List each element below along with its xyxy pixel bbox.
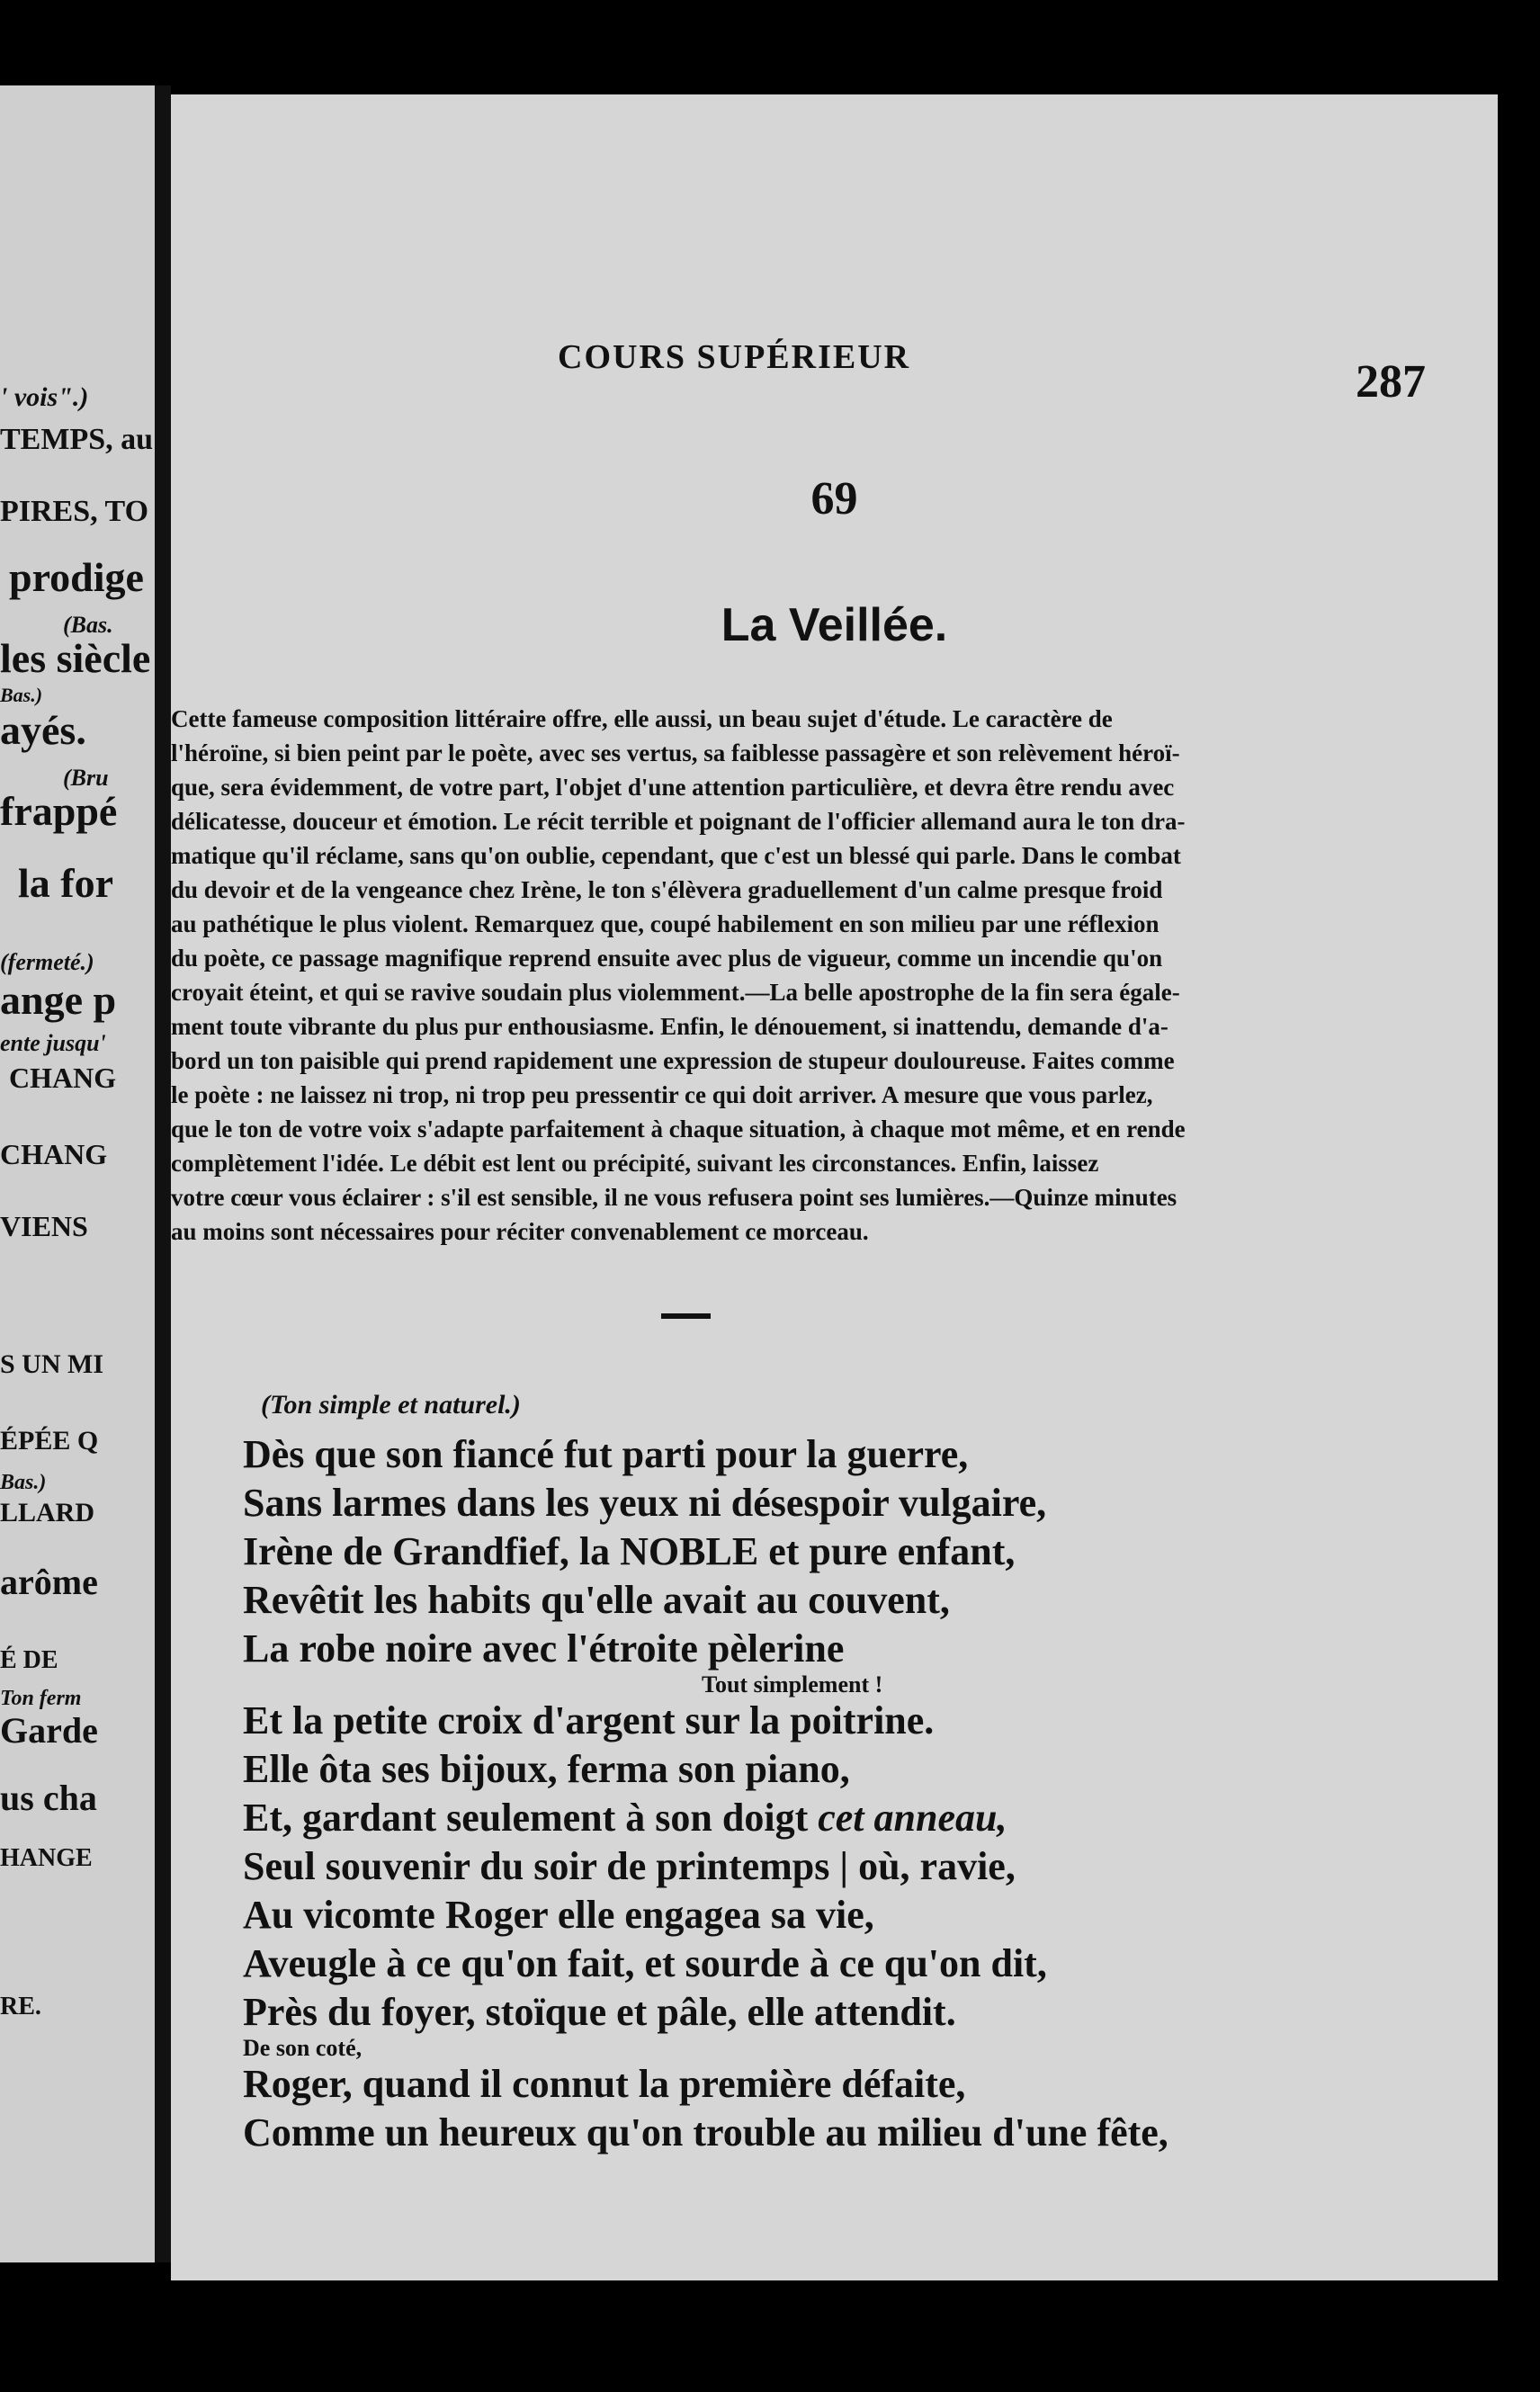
poem-line: Au vicomte Roger elle engagea sa vie,: [243, 1893, 874, 1937]
running-head: COURS SUPÉRIEUR: [558, 338, 911, 376]
intro-line: bord un ton paisible qui prend rapidement une expression de stupeur douloureuse. Faites comme: [171, 1047, 1175, 1074]
reading-annotation: Tout simplement !: [702, 1671, 883, 1698]
left-fragment: S UN MI: [0, 1349, 104, 1379]
left-fragment: frappé: [0, 788, 118, 834]
stage-direction: (Ton simple et naturel.): [261, 1390, 521, 1420]
piece-title: La Veillée.: [721, 599, 948, 651]
separator-rule: [661, 1313, 711, 1319]
intro-line: l'héroïne, si bien peint par le poète, avec ses vertus, sa faiblesse passagère et son relèvement héroï-: [171, 739, 1180, 766]
poem-line: La robe noire avec l'étroite pèlerine: [243, 1626, 845, 1671]
piece-number: 69: [810, 473, 858, 524]
intro-line: votre cœur vous éclairer : s'il est sensible, il ne vous refusera point ses lumières.—Quinze minutes: [171, 1184, 1177, 1211]
poem-line-emphasis: cet anneau,: [818, 1796, 1007, 1840]
left-page-fragment: [0, 85, 155, 2262]
left-fragment: Bas.): [0, 684, 43, 706]
intro-line: du poète, ce passage magnifique reprend ensuite avec plus de vigueur, comme un incendie qu'on: [171, 945, 1163, 972]
poem-line: Et la petite croix d'argent sur la poitrine.: [243, 1698, 935, 1742]
left-fragment: les siècle: [0, 635, 151, 681]
intro-paragraph: [171, 702, 1403, 1249]
intro-line: au moins sont nécessaires pour réciter convenablement ce morceau.: [171, 1218, 869, 1245]
poem-line: Près du foyer, stoïque et pâle, elle attendit.: [243, 1990, 956, 2034]
intro-line: au pathétique le plus violent. Remarquez que, coupé habilement en son milieu par une réflexion: [171, 910, 1159, 937]
page-gutter: [155, 85, 171, 2262]
poem-line: Dès que son fiancé fut parti pour la guerre,: [243, 1432, 969, 1476]
poem-line: Seul souvenir du soir de printemps | où, ravie,: [243, 1844, 1016, 1888]
poem-line: Revêtit les habits qu'elle avait au couvent,: [243, 1578, 950, 1622]
poem-line: Aveugle à ce qu'on fait, et sourde à ce qu'on dit,: [243, 1941, 1047, 1985]
left-fragment: LLARD: [0, 1498, 95, 1527]
left-fragment: É DE: [0, 1646, 58, 1674]
left-fragment: arôme: [0, 1562, 98, 1602]
poem-line: Irène de Grandfief, la NOBLE et pure enfant,: [243, 1529, 1016, 1573]
left-fragment: (Bru: [63, 765, 109, 791]
left-fragment: CHANG: [0, 1138, 108, 1170]
intro-line: le poète : ne laissez ni trop, ni trop peu pressentir ce qui doit arriver. A mesure que vous parlez,: [171, 1081, 1153, 1108]
poem-line: Sans larmes dans les yeux ni désespoir vulgaire,: [243, 1481, 1047, 1525]
left-fragment: Ton ferm: [0, 1687, 82, 1710]
intro-line: du devoir et de la vengeance chez Irène, le ton s'élèvera graduellement d'un calme presque froid: [171, 876, 1163, 903]
intro-line: que, sera évidemment, de votre part, l'objet d'une attention particulière, et devra être rendu avec: [171, 774, 1175, 801]
intro-line: complètement l'idée. Le débit est lent ou précipité, suivant les circonstances. Enfin, laissez: [171, 1150, 1099, 1177]
left-fragment: VIENS: [0, 1210, 88, 1242]
poem-line: Roger, quand il connut la première défaite,: [243, 2062, 966, 2106]
intro-line: Cette fameuse composition littéraire offre, elle aussi, un beau sujet d'étude. Le caractère de: [171, 705, 1113, 732]
page-number: 287: [1356, 356, 1426, 408]
main-page: [171, 94, 1498, 2280]
left-fragment: ÉPÉE Q: [0, 1426, 99, 1456]
intro-line: matique qu'il réclame, sans qu'on oublie, cependant, que c'est un blessé qui parle. Dans le combat: [171, 842, 1181, 869]
intro-line: que le ton de votre voix s'adapte parfaitement à chaque situation, à chaque mot même, et en rende: [171, 1115, 1186, 1142]
intro-line: ment toute vibrante du plus pur enthousiasme. Enfin, le dénouement, si inattendu, demande d'a-: [171, 1013, 1168, 1040]
poem-line: Elle ôta ses bijoux, ferma son piano,: [243, 1747, 850, 1791]
intro-line: croyait éteint, et qui se ravive soudain plus violemment.—La belle apostrophe de la fin sera égale-: [171, 979, 1180, 1006]
left-fragment: prodige: [9, 554, 144, 600]
left-fragment: ente jusqu': [0, 1030, 106, 1056]
poem-line: [243, 1794, 1412, 1842]
left-fragment: (fermeté.): [0, 949, 94, 975]
left-fragment: ange p: [0, 977, 117, 1023]
left-fragment: ayés.: [0, 707, 86, 753]
left-fragment: us cha: [0, 1778, 97, 1818]
left-fragment: Garde: [0, 1710, 98, 1751]
poem: [243, 1430, 1412, 2157]
left-fragment: Bas.): [0, 1471, 47, 1494]
poem-line-text: Et, gardant seulement à son doigt: [243, 1796, 819, 1840]
left-fragment: TEMPS, au: [0, 423, 154, 456]
reading-annotation: De son coté,: [243, 2035, 363, 2061]
scan-border: [0, 2303, 1540, 2392]
poem-line: Comme un heureux qu'on trouble au milieu d'une fête,: [243, 2110, 1168, 2155]
left-fragment: la for: [18, 860, 114, 906]
intro-line: délicatesse, douceur et émotion. Le récit terrible et poignant de l'officier allemand aura le ton dra-: [171, 808, 1186, 835]
left-fragment: (Bas.: [63, 612, 113, 638]
left-fragment: RE.: [0, 1993, 41, 2020]
left-fragment: CHANG: [9, 1062, 117, 1094]
left-fragment: ' vois".): [0, 382, 89, 412]
left-fragment: HANGE: [0, 1844, 93, 1872]
left-fragment: PIRES, TO: [0, 495, 149, 528]
